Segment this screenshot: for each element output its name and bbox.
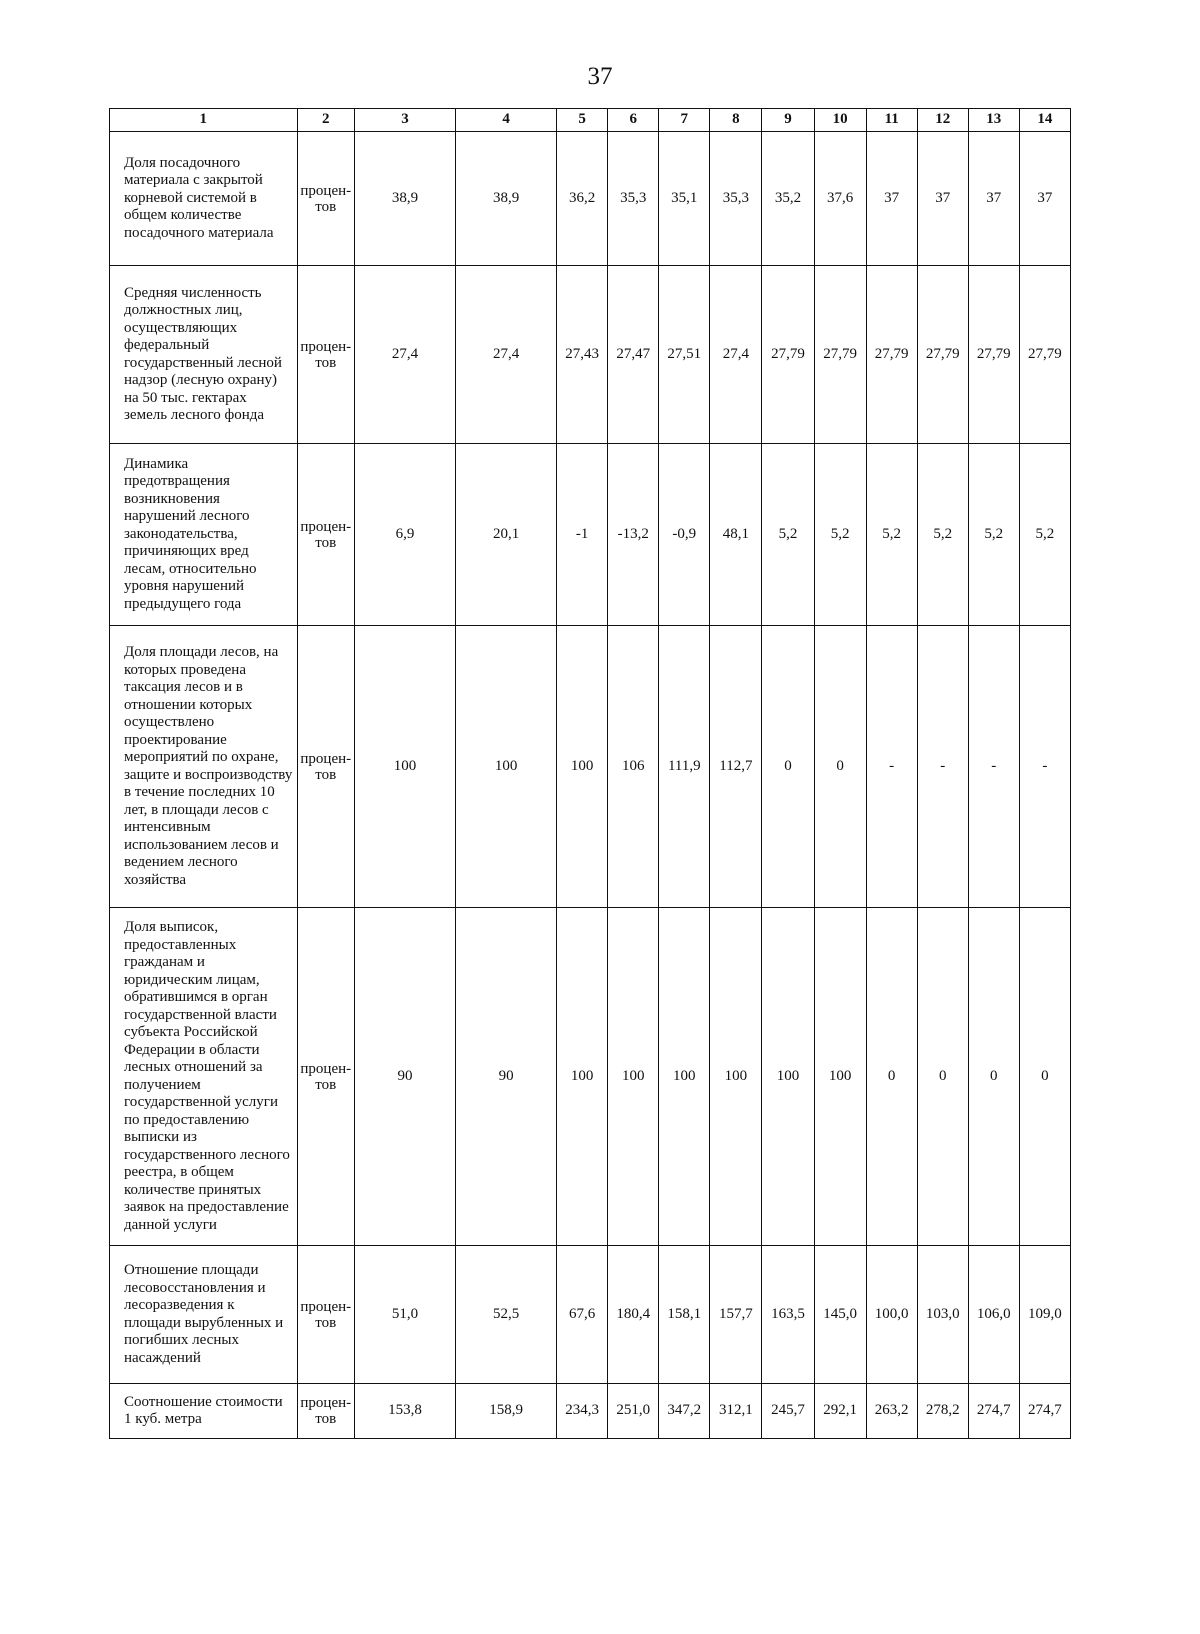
value-cell: 100,0 — [866, 1246, 917, 1384]
table-row — [110, 444, 1071, 626]
value-cell: 27,79 — [1019, 266, 1070, 444]
value-cell: 67,6 — [557, 1246, 608, 1384]
value-cell: 48,1 — [710, 444, 762, 626]
value-cell: 27,47 — [608, 266, 659, 444]
column-header: 9 — [762, 109, 814, 132]
value-cell: 27,43 — [557, 266, 608, 444]
value-cell: 37,6 — [814, 132, 866, 266]
column-header: 2 — [297, 109, 354, 132]
indicator-unit — [297, 1246, 354, 1384]
table-row — [110, 266, 1071, 444]
value-cell: 0 — [814, 626, 866, 908]
unit-line: тов — [315, 198, 337, 215]
value-cell: 35,3 — [608, 132, 659, 266]
value-cell: 90 — [456, 908, 557, 1246]
unit-line: тов — [315, 1076, 337, 1093]
value-cell: 100 — [557, 908, 608, 1246]
value-cell: 100 — [762, 908, 814, 1246]
value-cell: 37 — [866, 132, 917, 266]
unit-line: тов — [315, 534, 337, 551]
value-cell: 0 — [1019, 908, 1070, 1246]
value-cell: 35,3 — [710, 132, 762, 266]
value-cell: - — [968, 626, 1019, 908]
value-cell: - — [1019, 626, 1070, 908]
indicator-unit — [297, 1384, 354, 1439]
value-cell: 0 — [968, 908, 1019, 1246]
value-cell: 157,7 — [710, 1246, 762, 1384]
value-cell: 6,9 — [354, 444, 455, 626]
value-cell: 27,79 — [814, 266, 866, 444]
unit-line: тов — [315, 766, 337, 783]
value-cell: 100 — [608, 908, 659, 1246]
value-cell: 27,4 — [710, 266, 762, 444]
value-cell: 106 — [608, 626, 659, 908]
column-header: 11 — [866, 109, 917, 132]
indicators-table — [109, 108, 1071, 1439]
value-cell: - — [917, 626, 968, 908]
value-cell: 5,2 — [917, 444, 968, 626]
value-cell: 27,4 — [354, 266, 455, 444]
value-cell: 38,9 — [354, 132, 455, 266]
value-cell: 234,3 — [557, 1384, 608, 1439]
column-header: 4 — [456, 109, 557, 132]
indicator-name: Динамика предотвращения возникновения нарушений лесного законодательства, причиняющих вред лесам, относительно уровня нарушений предыдущего года — [110, 444, 298, 626]
column-header: 5 — [557, 109, 608, 132]
value-cell: 312,1 — [710, 1384, 762, 1439]
unit-line: процен- — [300, 338, 352, 355]
value-cell: 100 — [659, 908, 710, 1246]
value-cell: 27,79 — [866, 266, 917, 444]
value-cell: 5,2 — [814, 444, 866, 626]
table-row — [110, 908, 1071, 1246]
value-cell: 51,0 — [354, 1246, 455, 1384]
column-header: 13 — [968, 109, 1019, 132]
value-cell: 106,0 — [968, 1246, 1019, 1384]
value-cell: 27,79 — [968, 266, 1019, 444]
indicator-name: Соотношение стоимости 1 куб. метра — [110, 1384, 298, 1439]
value-cell: 158,9 — [456, 1384, 557, 1439]
value-cell: 0 — [917, 908, 968, 1246]
value-cell: 37 — [968, 132, 1019, 266]
value-cell: -1 — [557, 444, 608, 626]
column-header: 6 — [608, 109, 659, 132]
indicator-name: Доля площади лесов, на которых проведена таксация лесов и в отношении которых осуществлено проектирование мероприятий по охране, защите и воспроизводству в течение последних 10 лет, в площади лесов с интенсивным использованием лесов и ведением лесного хозяйства — [110, 626, 298, 908]
table-row — [110, 626, 1071, 908]
column-header: 8 — [710, 109, 762, 132]
value-cell: 251,0 — [608, 1384, 659, 1439]
unit-line: процен- — [300, 1395, 352, 1411]
unit-line: процен- — [300, 1298, 352, 1315]
value-cell: 90 — [354, 908, 455, 1246]
indicator-name: Доля выписок, предоставленных гражданам и юридическим лицам, обратившимся в орган государственной власти субъекта Российской Федерации в области лесных отношений за получением государственной услуги по предоставлению выписки из государственного лесного реестра, в общем количестве принятых заявок на предоставление данной услуги — [110, 908, 298, 1246]
value-cell: 347,2 — [659, 1384, 710, 1439]
value-cell: 103,0 — [917, 1246, 968, 1384]
value-cell: 5,2 — [762, 444, 814, 626]
value-cell: 37 — [917, 132, 968, 266]
column-header: 10 — [814, 109, 866, 132]
indicator-unit — [297, 132, 354, 266]
table-row — [110, 132, 1071, 266]
value-cell: 100 — [456, 626, 557, 908]
value-cell: 35,2 — [762, 132, 814, 266]
value-cell: 263,2 — [866, 1384, 917, 1439]
indicator-unit — [297, 908, 354, 1246]
value-cell: 27,79 — [917, 266, 968, 444]
value-cell: 5,2 — [968, 444, 1019, 626]
value-cell: 274,7 — [1019, 1384, 1070, 1439]
value-cell: 145,0 — [814, 1246, 866, 1384]
value-cell: 180,4 — [608, 1246, 659, 1384]
unit-line: процен- — [300, 182, 352, 199]
table-row — [110, 1384, 1071, 1439]
indicator-name: Средняя численность должностных лиц, осуществляющих федеральный государственный лесной надзор (лесную охрану) на 50 тыс. гектарах земель лесного фонда — [110, 266, 298, 444]
indicator-name: Доля посадочного материала с закрытой корневой системой в общем количестве посадочного материала — [110, 132, 298, 266]
value-cell: 112,7 — [710, 626, 762, 908]
value-cell: 27,51 — [659, 266, 710, 444]
value-cell: -0,9 — [659, 444, 710, 626]
value-cell: 27,79 — [762, 266, 814, 444]
column-header: 3 — [354, 109, 455, 132]
value-cell: 0 — [762, 626, 814, 908]
unit-line: процен- — [300, 1060, 352, 1077]
value-cell: 100 — [710, 908, 762, 1246]
value-cell: -13,2 — [608, 444, 659, 626]
value-cell: 52,5 — [456, 1246, 557, 1384]
value-cell: 100 — [557, 626, 608, 908]
value-cell: 37 — [1019, 132, 1070, 266]
value-cell: 158,1 — [659, 1246, 710, 1384]
indicator-unit — [297, 266, 354, 444]
unit-line: тов — [315, 1411, 337, 1427]
value-cell: 109,0 — [1019, 1246, 1070, 1384]
value-cell: 111,9 — [659, 626, 710, 908]
column-header: 7 — [659, 109, 710, 132]
value-cell: 35,1 — [659, 132, 710, 266]
value-cell: 153,8 — [354, 1384, 455, 1439]
page-number: 37 — [587, 63, 613, 90]
value-cell: 36,2 — [557, 132, 608, 266]
value-cell: 0 — [866, 908, 917, 1246]
value-cell: - — [866, 626, 917, 908]
value-cell: 38,9 — [456, 132, 557, 266]
value-cell: 245,7 — [762, 1384, 814, 1439]
value-cell: 100 — [354, 626, 455, 908]
indicator-unit — [297, 626, 354, 908]
value-cell: 163,5 — [762, 1246, 814, 1384]
value-cell: 278,2 — [917, 1384, 968, 1439]
unit-line: тов — [315, 1314, 337, 1331]
value-cell: 27,4 — [456, 266, 557, 444]
unit-line: тов — [315, 354, 337, 371]
value-cell: 20,1 — [456, 444, 557, 626]
value-cell: 5,2 — [866, 444, 917, 626]
value-cell: 274,7 — [968, 1384, 1019, 1439]
indicator-unit — [297, 444, 354, 626]
column-header: 14 — [1019, 109, 1070, 132]
value-cell: 100 — [814, 908, 866, 1246]
unit-line: процен- — [300, 518, 352, 535]
column-header: 12 — [917, 109, 968, 132]
value-cell: 5,2 — [1019, 444, 1070, 626]
unit-line: процен- — [300, 750, 352, 767]
indicator-name: Отношение площади лесовосстановления и лесоразведения к площади вырубленных и погибших лесных насаждений — [110, 1246, 298, 1384]
column-header: 1 — [110, 109, 298, 132]
column-number-row — [110, 109, 1071, 132]
table-row — [110, 1246, 1071, 1384]
value-cell: 292,1 — [814, 1384, 866, 1439]
